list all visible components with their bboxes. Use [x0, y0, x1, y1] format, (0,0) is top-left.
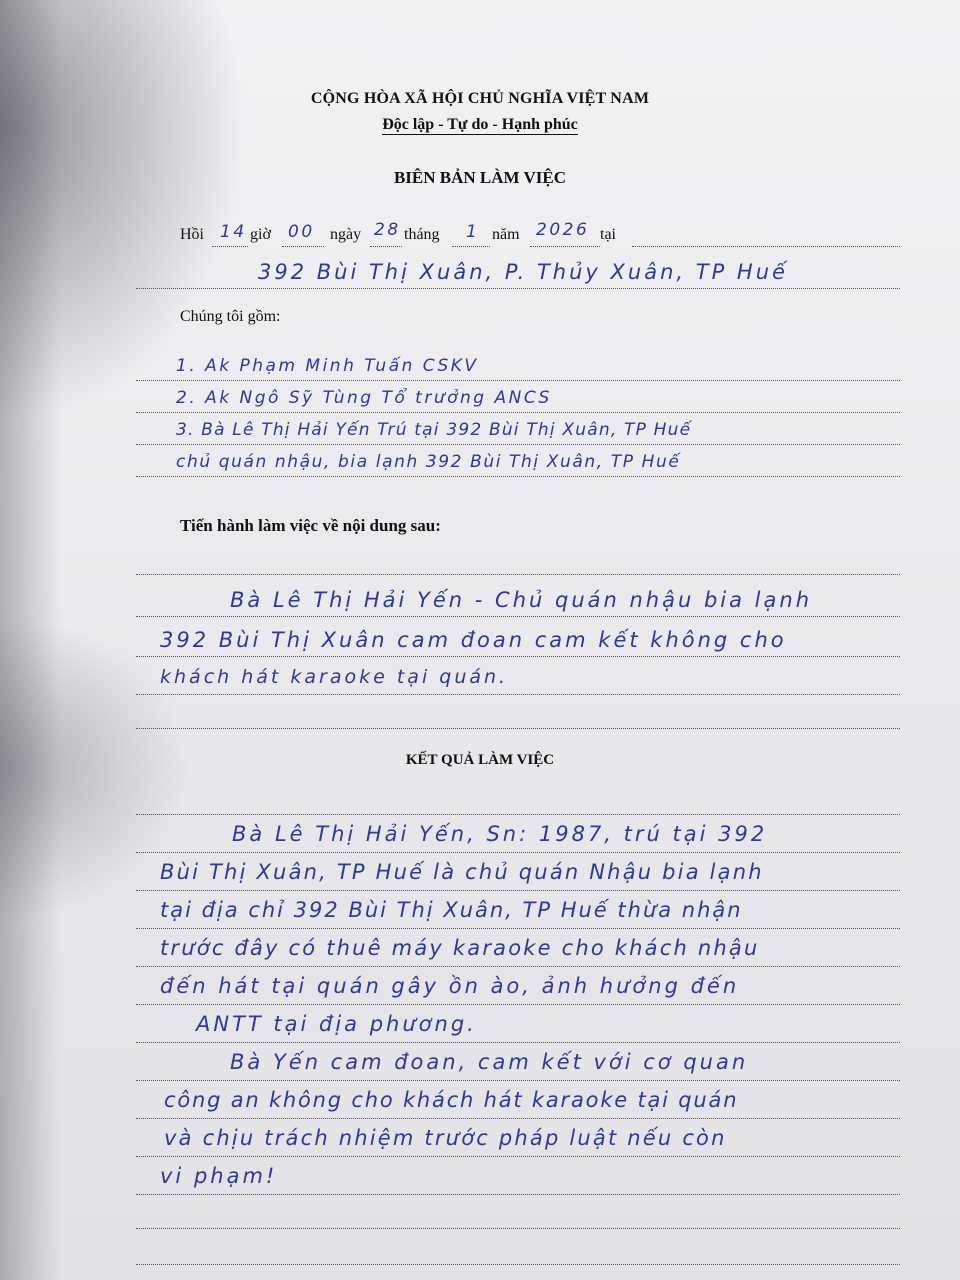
- location-value: 392 Bùi Thị Xuân, P. Thủy Xuân, TP Huế: [258, 260, 788, 284]
- content-dots-2: [136, 656, 900, 657]
- content-line-3: khách hát karaoke tại quán.: [160, 666, 509, 688]
- participant-dots-3: [136, 444, 900, 445]
- label-tai: tại: [600, 226, 616, 243]
- participant-line-4: chủ quán nhậu, bia lạnh 392 Bùi Thị Xuân, TP Huế: [176, 452, 681, 472]
- hour-value: 14: [220, 222, 247, 242]
- result-dots-6: [136, 1042, 900, 1043]
- content-dots-1: [136, 616, 900, 617]
- result-line-8: công an không cho khách hát karaoke tại quán: [164, 1088, 739, 1112]
- result-title: KẾT QUẢ LÀM VIỆC: [405, 752, 555, 768]
- label-thang: tháng: [404, 226, 440, 243]
- document-title: BIÊN BẢN LÀM VIỆC: [393, 168, 567, 187]
- result-dots-9: [136, 1156, 900, 1157]
- location-dots: [136, 288, 900, 289]
- content-line-2: 392 Bùi Thị Xuân cam đoan cam kết không cho: [160, 628, 787, 652]
- result-line-1: Bà Lê Thị Hải Yến, Sn: 1987, trú tại 392: [232, 822, 768, 846]
- result-line-9: và chịu trách nhiệm trước pháp luật nếu còn: [164, 1126, 727, 1150]
- result-dots-8: [136, 1118, 900, 1119]
- minute-value: 00: [288, 222, 315, 242]
- motto: [0, 116, 960, 134]
- result-line-4: trước đây có thuê máy karaoke cho khách nhậu: [160, 936, 760, 960]
- result-line-2: Bùi Thị Xuân, TP Huế là chủ quán Nhậu bia lạnh: [160, 860, 764, 884]
- year-value: 2026: [536, 220, 590, 240]
- result-line-10: vi phạm!: [160, 1164, 278, 1188]
- result-dots-5: [136, 1004, 900, 1005]
- motto-text: Độc lập - Tự do - Hạnh phúc: [382, 116, 578, 133]
- participant-dots-1: [136, 380, 900, 381]
- result-dots-3: [136, 928, 900, 929]
- label-ngay: ngày: [330, 226, 362, 243]
- content-label: Tiến hành làm việc về nội dung sau:: [180, 516, 441, 535]
- participant-line-2: 2. Ak Ngô Sỹ Tùng Tổ trưởng ANCS: [176, 388, 552, 408]
- month-value: 1: [466, 222, 480, 242]
- country-header: CỘNG HÒA XÃ HỘI CHỦ NGHĨA VIỆT NAM: [310, 90, 650, 107]
- label-gio: giờ: [250, 226, 271, 243]
- content-line-1: Bà Lê Thị Hải Yến - Chủ quán nhậu bia lạnh: [230, 588, 813, 612]
- result-line-3: tại địa chỉ 392 Bùi Thị Xuân, TP Huế thừa nhận: [160, 898, 743, 922]
- month-dots: [452, 246, 490, 247]
- result-dots-11: [136, 1228, 900, 1229]
- result-dots-7: [136, 1080, 900, 1081]
- content-dots-3: [136, 694, 900, 695]
- result-dots-0: [136, 814, 900, 815]
- content-dots-0: [136, 574, 900, 575]
- label-nam: năm: [492, 226, 520, 243]
- hour-dots: [212, 246, 248, 247]
- result-line-7: Bà Yến cam đoan, cam kết với cơ quan: [230, 1050, 749, 1074]
- tai-dots: [632, 246, 900, 247]
- label-hoi: Hồi: [180, 226, 204, 243]
- content-dots-4: [136, 728, 900, 729]
- day-dots: [370, 246, 402, 247]
- result-dots-2: [136, 890, 900, 891]
- participant-dots-4: [136, 476, 900, 477]
- result-line-5: đến hát tại quán gây ồn ào, ảnh hưởng đến: [160, 974, 740, 998]
- year-dots: [530, 246, 600, 247]
- result-dots-1: [136, 852, 900, 853]
- result-line-6: ANTT tại địa phương.: [196, 1012, 477, 1036]
- day-value: 28: [374, 220, 401, 240]
- participants-label: Chúng tôi gồm:: [180, 308, 281, 325]
- participant-dots-2: [136, 412, 900, 413]
- result-dots-10: [136, 1194, 900, 1195]
- minute-dots: [282, 246, 324, 247]
- result-dots-4: [136, 966, 900, 967]
- participant-line-1: 1. Ak Phạm Minh Tuấn CSKV: [176, 356, 479, 376]
- participant-line-3: 3. Bà Lê Thị Hải Yến Trú tại 392 Bùi Thị Xuân, TP Huế: [176, 420, 692, 440]
- result-dots-12: [136, 1264, 900, 1265]
